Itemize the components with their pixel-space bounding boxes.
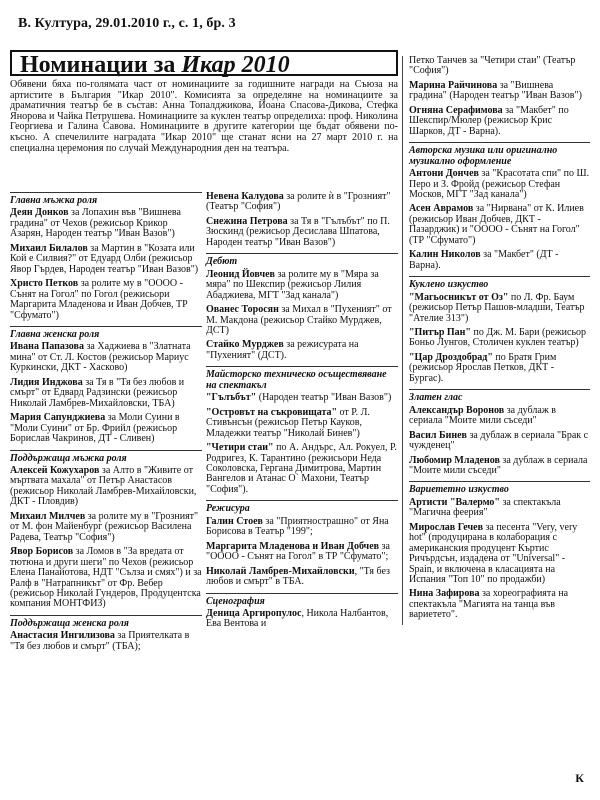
nominee-name: Ивана Папазова	[10, 341, 84, 353]
nomination-details: по Дж. М. Бари (режисьор Боньо Лунгов, Столичен куклен театър)	[409, 326, 587, 349]
nomination-details: за "Макбет" (ДТ - Варна).	[409, 249, 559, 271]
nominee-name: Маргарита Младенова и Иван Добчев	[206, 540, 380, 552]
nomination-entry	[10, 466, 202, 508]
nomination-details: (Народен театър "Иван Вазов")	[256, 392, 392, 404]
category-heading: Майсторско техническо осъществяване на спектакъл	[206, 366, 398, 391]
article-intro: Обявени бяха по-голямата част от номинациите за годишните награди на Съюза на артистите в България "Икар 2010". Комисията за определяне на номинациите за драматичния театър бе в състав: Анна Топалджикова, Йоана Спасова-Дикова, Стефка Янорова и Чайка Петрушева. Номинациите за куклен театър определиха: проф. Николина Георгиева и Галина Савова. Номинациите в другите категории ще бъдат обявени по-късно. А спечелилите наградата "Икар 2010" ще станат ясни на 27 март 2010 г. на специална церемония по случай Международния ден на театъра.	[10, 79, 398, 154]
nomination-entry	[409, 106, 590, 137]
nomination-entry	[10, 547, 202, 610]
nomination-details: за Тя в "Гълъбът" по П. Зюскинд (режисьор Десислава Шпатова, Народен театър "Иван Вазов")	[206, 215, 390, 248]
nomination-details: за Лопахин във "Вишнева градина" от Чехов (режисьор Крикор Азарян, Народен театър "Иван Вазов")	[10, 207, 181, 240]
nominee-name: Алексей Кожухаров	[10, 464, 100, 476]
nomination-details: за "Красотата спи" по Ш. Перо и З. Фройд (режисьор Стефан Москов, МГТ "Зад канала")	[409, 168, 590, 200]
nominee-name: Александър Воронов	[409, 404, 505, 416]
nominee-name: "Гълъбът"	[206, 392, 257, 404]
nomination-entry	[409, 204, 590, 246]
nomination-details: за Моли Суини в "Моли Суини" от Бр. Фрийл (режисьор Борислав Чакринов, ДТ - Сливен)	[10, 412, 180, 445]
nomination-details: за песента "Very, very hot" (продуцирана в колаборация с американския продуцент Къртис Ричърдсън, издадена от "Universal" - Spain, и включена в класацията на Испания "Топ 10" по продажби)	[409, 521, 578, 586]
nominee-name: Явор Борисов	[10, 546, 74, 558]
nomination-entry	[206, 192, 398, 213]
nominee-name: Асен Аврамов	[409, 203, 474, 215]
nominee-name: Михаил Билалов	[10, 242, 88, 254]
nominee-name: Михаил Милчев	[10, 510, 86, 522]
category-heading: Златен глас	[409, 389, 590, 403]
nomination-details: за ролите ѝ в "Грозният" (Театър "София")	[206, 191, 391, 213]
nomination-entry	[409, 589, 590, 620]
nominee-name: Нина Зафирова	[409, 588, 480, 600]
nomination-details: за "ОООО - Сънят на Гогол" в ТР "Сфумато";	[206, 540, 390, 563]
nomination-entry	[10, 208, 202, 239]
nominee-name: Деница Аргиропулос	[206, 607, 302, 619]
nominee-name: Стайко Мурджев	[206, 339, 284, 351]
nomination-entry	[206, 217, 398, 248]
nominee-name: Снежина Петрова	[206, 215, 288, 227]
nomination-details: за спектакъла "Магична феерия"	[409, 496, 561, 519]
column-2	[206, 192, 398, 634]
nominee-name: Невена Калудова	[206, 191, 284, 202]
nominee-name: Мирослав Гечев	[409, 521, 483, 533]
nomination-entry	[409, 406, 590, 427]
nomination-details: по А. Андърс, Ал. Рокуел, Р. Родригез, К. Тарантино (режисьори Неда Соколовска, Гергана Димитрова, Мартин Вангелов и Атанас О` Махони, Театър "София").	[206, 442, 397, 495]
nomination-details: Петко Танчев за "Четири стаи" (Театър "София")	[409, 55, 576, 77]
nominee-name: Огняна Серафимова	[409, 104, 503, 116]
nomination-entry	[409, 328, 590, 349]
title-italic: Икар 2010	[181, 52, 290, 78]
nomination-entry	[10, 378, 202, 409]
nomination-details: за ролите му в "Грозният" от М. фон Майенбург (режисьор Василена Радева, Театър "София")	[10, 510, 199, 543]
nomination-details: по Братя Грим (режисьор Ярослав Петков, ДКТ - Бургас).	[409, 351, 557, 384]
nominee-name: "Островът на съкровищата"	[206, 406, 338, 418]
nomination-details: от Р. Л. Стивънсън (режисьор Петър Кауков, Младежки театър "Николай Бинев")	[206, 406, 370, 439]
column-1	[10, 192, 202, 656]
nominee-name: "Магьосникът от Оз"	[409, 291, 509, 303]
nomination-details: за Ломов в "За вредата от тютюна и други шеги" по Чехов (режисьор Елена Панайотова, НДТ "Сълза и смях") и за Ралф в "Натрапникът" от Фр. Вебер (режисьор Николай Гундеров, Продуцентска компания МОНТФИЗ)	[10, 546, 202, 610]
nomination-details: за "Нирвана" от К. Илиев (режисьор Иван Добчев, ДКТ - Пазарджик) и "ОООО - Сънят на Гогол" (ТР "Сфумато")	[409, 203, 584, 246]
nomination-details: за дублаж в сериала "Моите мили съседи"	[409, 454, 588, 476]
nomination-details: за Алто в "Живите от мъртвата махала" от Петър Анастасов (режисьор Николай Ламбрев-Михайловски, ДКТ - Пловдив)	[10, 464, 197, 508]
nomination-details: за Приятелката в "Тя без любов и смърт" (ТБА);	[10, 630, 190, 652]
category-heading: Режисура	[206, 500, 398, 514]
nomination-entry	[206, 408, 398, 439]
category-heading: Поддържаща женска роля	[10, 615, 202, 629]
category-heading: Куклено изкуство	[409, 276, 590, 290]
nomination-entry	[10, 413, 202, 444]
nominee-name: Деян Донков	[10, 207, 69, 219]
nomination-entry	[409, 293, 590, 324]
nomination-details: , "Тя без любов и смърт" в ТБА.	[206, 565, 390, 588]
nomination-entry	[206, 443, 398, 495]
nomination-entry	[10, 342, 202, 373]
nomination-details: по Л. Фр. Баум (режисьор Петър Пашов-младши, Театър "Ателие 313")	[409, 291, 585, 324]
nominee-name: Лидия Инджова	[10, 376, 83, 388]
nomination-entry	[10, 279, 202, 321]
nomination-details: за режисурата на "Пухеният" (ДСТ).	[206, 339, 359, 361]
nomination-details: за ролите му в "ОООО - Сънят на Гогол" по Гогол (режисьори Маргарита Младенова и Иван Добчев, ТР "Сфумато")	[10, 278, 188, 321]
category-heading: Главна мъжка роля	[10, 192, 202, 206]
nomination-entry	[10, 512, 202, 543]
nomination-details: за "Вишнева градина" (Народен театър "Иван Вазов")	[409, 79, 582, 102]
nomination-entry	[409, 353, 590, 384]
nominee-name: Калин Николов	[409, 249, 481, 261]
nominee-name: Анастасия Ингилизова	[10, 630, 115, 642]
nomination-details: за ролите му в "Мяра за мяра" по Шекспир (режисьор Лилия Абаджиева, МГТ "Зад канала")	[206, 268, 379, 301]
nomination-details: за Тя в "Тя без любов и смърт" от Едвард Радзински (режисьор Николай Ламбрев-Михайловски, ТБА)	[10, 376, 185, 409]
nomination-entry	[206, 305, 398, 336]
category-heading: Сценография	[206, 593, 398, 607]
nominee-name: Марина Райчинова	[409, 79, 498, 91]
nomination-entry	[409, 431, 590, 452]
category-heading: Дебют	[206, 253, 398, 267]
nomination-entry	[409, 56, 590, 77]
nomination-entry	[409, 456, 590, 477]
nomination-details: за хореографията на спектакъла "Магията на танца във вариетето".	[409, 588, 569, 621]
article-title	[10, 50, 398, 76]
nomination-entry	[10, 244, 202, 275]
nominee-name: Леонид Йовчев	[206, 268, 275, 280]
nominee-name: Артисти "Валермо"	[409, 496, 500, 508]
nomination-entry	[206, 609, 398, 630]
nominee-name: Мария Сапунджиева	[10, 412, 106, 424]
nomination-entry	[409, 523, 590, 586]
nominee-name: Христо Петков	[10, 278, 79, 290]
nomination-entry	[409, 498, 590, 519]
category-heading: Авторска музика или оригинално музикално оформление	[409, 142, 590, 167]
nomination-entry	[10, 631, 202, 652]
nominee-name: Васил Бинев	[409, 429, 467, 441]
nomination-details: , Никола Налбантов, Ева Вентова и	[206, 607, 389, 630]
nomination-details: за "Макбет" по Шекспир/Мюлер (режисьор Крис Шарков, ДТ - Варна).	[409, 104, 569, 137]
nominee-name: Любомир Младенов	[409, 454, 500, 466]
nomination-entry	[206, 270, 398, 301]
nomination-entry	[409, 250, 590, 271]
nomination-entry	[206, 567, 398, 588]
nominee-name: Галин Стоев	[206, 515, 263, 527]
nomination-details: за дублаж в сериала "Брак с чужденец"	[409, 429, 589, 452]
nomination-entry	[409, 169, 590, 200]
nominee-name: "Питър Пан"	[409, 326, 471, 338]
nomination-entry	[409, 81, 590, 102]
newspaper-header: В. Култура, 29.01.2010 г., с. 1, бр. 3	[18, 16, 236, 31]
nomination-details: за "Приятнострашно" от Яна Борисова в Театър "199";	[206, 515, 389, 538]
nomination-details: за Михал в "Пухеният" от М. Макдона (режисьор Стайко Мурджев, ДСТ)	[206, 304, 392, 336]
nominee-name: Антони Дончев	[409, 168, 479, 180]
nomination-details: за Хаджиева в "Златната мина" от Ст. Л. Костов (режисьор Мариус Куркински, ДКТ - Хасково)	[10, 341, 191, 374]
nomination-entry	[206, 393, 398, 403]
nomination-details: за Мартин в "Козата или Кой е Силвия?" от Едуард Олби (режисьор Явор Гърдев, Народен театър "Иван Вазов")	[10, 242, 199, 275]
nomination-entry	[206, 340, 398, 361]
nomination-details: за дублаж в сериала "Моите мили съседи"	[409, 404, 556, 427]
column-3	[402, 56, 590, 625]
nominee-name: Николай Ламбрев-Михайловски	[206, 565, 355, 577]
category-heading: Главна женска роля	[10, 326, 202, 340]
nominee-name: "Цар Дроздобрад"	[409, 351, 493, 363]
nomination-entry	[206, 517, 398, 538]
title-main: Номинации за	[20, 52, 182, 78]
corner-mark: К	[575, 771, 584, 785]
category-heading: Вариететно изкуство	[409, 481, 590, 495]
nominee-name: "Четири стаи"	[206, 442, 274, 454]
nomination-entry	[206, 542, 398, 563]
category-heading: Поддържаща мъжка роля	[10, 450, 202, 464]
nominee-name: Ованес Торосян	[206, 304, 279, 316]
